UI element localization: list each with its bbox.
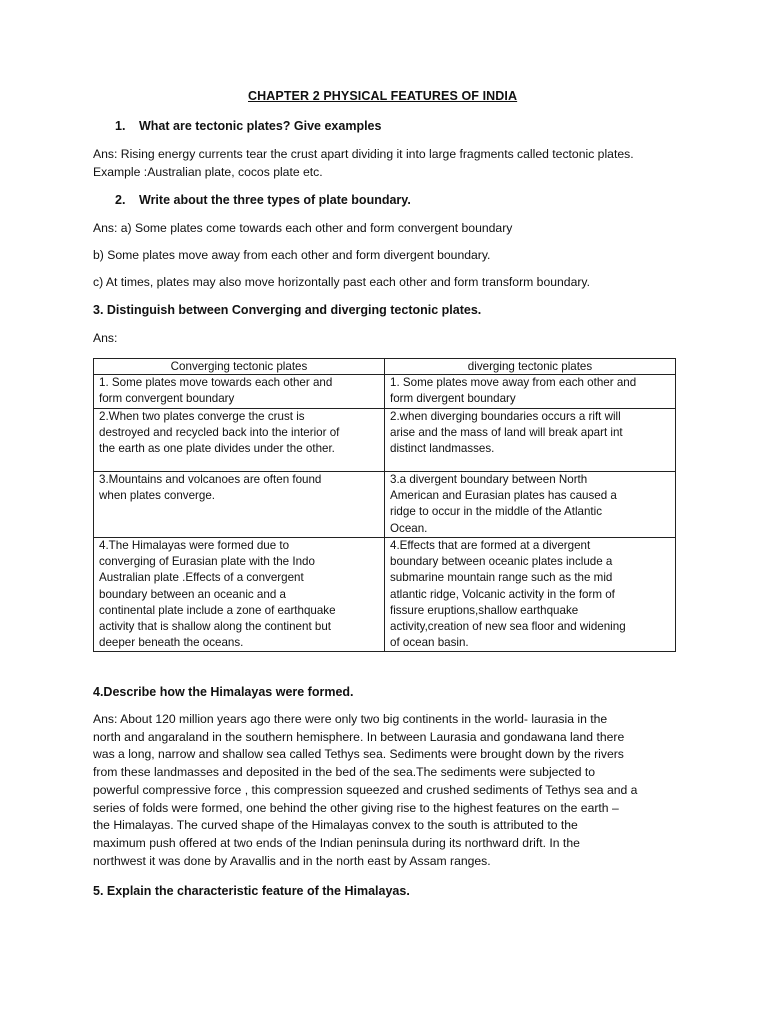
answer-4-line: the Himalayas. The curved shape of the Himalayas convex to the south is attributed to the (93, 818, 578, 833)
cell-line: converging of Eurasian plate with the Indo (99, 555, 315, 569)
cell-line: atlantic ridge, Volcanic activity in the form of (390, 587, 615, 601)
answer-4-line: Ans: About 120 million years ago there were only two big continents in the world- laurasia in the (93, 712, 608, 726)
question-2 (115, 193, 411, 207)
cell-line: of ocean basin. (390, 636, 469, 650)
cell-line: boundary between an oceanic and a (99, 587, 286, 601)
cell-line: 4.The Himalayas were formed due to (99, 539, 290, 552)
answer-4-line: northwest it was done by Aravallis and in the north east by Assam ranges. (93, 853, 491, 868)
cell-line: 3.Mountains and volcanoes are often found (99, 473, 322, 486)
cell-line: ridge to occur in the middle of the Atlantic (390, 505, 603, 519)
answer-4-line: series of folds were formed, one behind the other giving rise to the highest features on the earth – (93, 800, 619, 815)
table-cell-diverging (385, 538, 676, 652)
answer-2-line-c: c) At times, plates may also move horizontally past each other and form transform boundary. (93, 275, 590, 289)
cell-line: 1. Some plates move towards each other and (99, 376, 333, 389)
question-5: 5. Explain the characteristic feature of the Himalayas. (93, 884, 410, 898)
table-cell-converging (94, 409, 385, 472)
table-cell-converging (94, 538, 385, 652)
cell-line: boundary between oceanic plates include a (390, 555, 613, 569)
table-cell-diverging (385, 472, 676, 538)
question-2-number: 2. (115, 193, 126, 207)
cell-line: when plates converge. (99, 489, 216, 503)
question-1-text: What are tectonic plates? Give examples (139, 119, 382, 133)
cell-line: submarine mountain range such as the mid (390, 571, 613, 585)
table-row (94, 472, 676, 538)
comparison-table (93, 358, 676, 652)
cell-line: activity that is shallow along the continent but (99, 620, 332, 634)
table-cell-diverging (385, 409, 676, 472)
table-row (94, 409, 676, 472)
cell-line: arise and the mass of land will break apart int (390, 426, 623, 440)
answer-1-line: Example :Australian plate, cocos plate etc. (93, 164, 323, 179)
question-4: 4.Describe how the Himalayas were formed. (93, 685, 354, 699)
answer-2-line-b: b) Some plates move away from each other and form divergent boundary. (93, 248, 491, 262)
answer-1 (93, 146, 634, 181)
cell-line: destroyed and recycled back into the interior of (99, 426, 340, 440)
answer-4-line: north and angaraland in the southern hemisphere. In between Laurasia and gondawana land there (93, 729, 625, 744)
table-row (94, 375, 676, 409)
cell-line: 2.when diverging boundaries occurs a rift will (390, 410, 621, 423)
cell-line: activity,creation of new sea floor and widening (390, 620, 626, 634)
cell-line: continental plate include a zone of earthquake (99, 603, 336, 617)
question-1-number: 1. (115, 119, 126, 133)
cell-line: 4.Effects that are formed at a divergent (390, 539, 591, 552)
cell-line: distinct landmasses. (390, 442, 495, 456)
cell-line: 3.a divergent boundary between North (390, 473, 588, 486)
cell-line: form divergent boundary (390, 392, 516, 406)
cell-line: 1. Some plates move away from each other and (390, 376, 637, 389)
cell-line: the earth as one plate divides under the other. (99, 442, 335, 456)
table-cell-converging (94, 472, 385, 538)
cell-line: American and Eurasian plates has caused a (390, 489, 617, 503)
question-1 (115, 119, 382, 133)
question-3: 3. Distinguish between Converging and diverging tectonic plates. (93, 303, 482, 317)
answer-4-line: from these landmasses and deposited in the bed of the sea.The sediments were subjected to (93, 765, 596, 780)
table-cell-diverging (385, 375, 676, 409)
answer-2-line-a: Ans: a) Some plates come towards each other and form convergent boundary (93, 221, 513, 235)
cell-line: 2.When two plates converge the crust is (99, 410, 305, 423)
cell-line: form convergent boundary (99, 392, 235, 406)
cell-line: Ocean. (390, 521, 428, 535)
table-header-converging: Converging tectonic plates (94, 359, 385, 375)
answer-3-label: Ans: (93, 331, 118, 345)
cell-line: Australian plate .Effects of a convergent (99, 571, 304, 585)
question-2-text: Write about the three types of plate boundary. (139, 193, 411, 207)
cell-line: fissure eruptions,shallow earthquake (390, 603, 579, 617)
table-cell-converging (94, 375, 385, 409)
answer-4-line: was a long, narrow and shallow sea called Tethys sea. Sediments were brought down by the rivers (93, 747, 624, 762)
cell-line: deeper beneath the oceans. (99, 636, 244, 650)
table-header-diverging: diverging tectonic plates (385, 359, 676, 375)
table-row (94, 538, 676, 652)
answer-4-line: powerful compressive force , this compression squeezed and crushed sediments of Tethys sea and a (93, 782, 638, 797)
answer-4-line: maximum push offered at two ends of the Indian peninsula during its northward drift. In the (93, 835, 580, 850)
answer-4 (93, 711, 637, 870)
chapter-title: CHAPTER 2 PHYSICAL FEATURES OF INDIA (248, 89, 518, 103)
answer-1-line: Ans: Rising energy currents tear the crust apart dividing it into large fragments called tectonic plates. (93, 147, 634, 161)
